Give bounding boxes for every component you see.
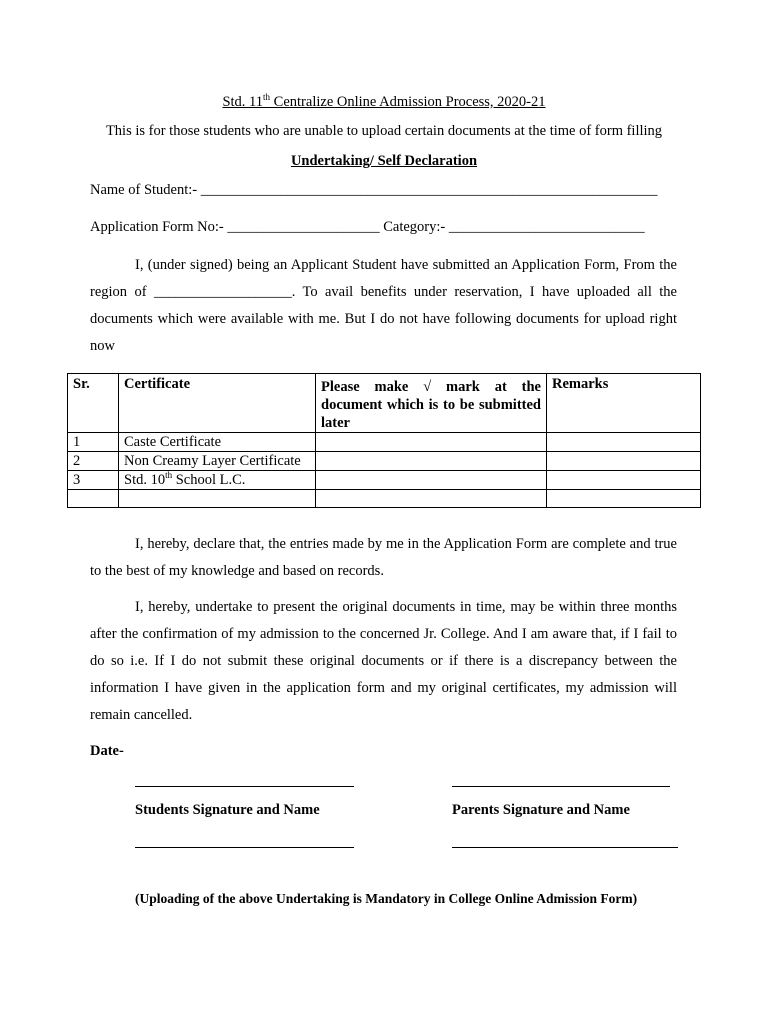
header-certificate: Certificate — [119, 374, 316, 433]
application-no-field — [90, 219, 645, 236]
header-mark-text: Please make √ mark at the document which is to be submitted later — [321, 379, 541, 431]
region-blank: ___________________ — [153, 284, 292, 300]
row-certificate — [119, 471, 316, 490]
para1-text-start: I, (under signed) being an Applicant Student have submitted an Application Form, From the region of — [90, 257, 677, 300]
row-sr: 1 — [68, 433, 119, 452]
student-name-blank: _______________________________________________________________ — [200, 182, 658, 198]
form-heading: Undertaking/ Self Declaration — [290, 153, 478, 169]
category-label: Category:- — [379, 219, 449, 235]
date-label: Date- — [90, 743, 124, 759]
row-certificate — [119, 490, 316, 508]
row-remarks-cell[interactable] — [547, 471, 701, 490]
student-signature-label: Students Signature and Name — [135, 802, 320, 818]
para1-text-end: . To avail benefits under reservation, I have uploaded all the documents which were available with me. But I do not have following documents for upload right now — [90, 284, 677, 354]
certificate-superscript: th — [165, 470, 173, 481]
title-text-start: Std. 11 — [222, 94, 264, 110]
student-name-line — [135, 847, 354, 848]
row-mark-cell[interactable] — [316, 490, 547, 508]
mandatory-note: (Uploading of the above Undertaking is Mandatory in College Online Admission Form) — [135, 891, 638, 906]
certificate-text: Non Creamy Layer Certificate — [124, 453, 301, 469]
certificate-text: Std. 10 — [124, 472, 166, 488]
header-mark — [316, 374, 547, 433]
row-certificate — [119, 452, 316, 471]
row-mark-cell[interactable] — [316, 471, 547, 490]
table-row — [68, 471, 701, 490]
parent-signature-label: Parents Signature and Name — [452, 802, 630, 818]
documents-table — [67, 373, 701, 508]
certificate-text-end: School L.C. — [172, 472, 246, 488]
table-row — [68, 433, 701, 452]
parent-signature-line — [452, 786, 670, 787]
title-superscript: th — [263, 92, 271, 103]
declaration-paragraph-2: I, hereby, declare that, the entries made by me in the Application Form are complete and true to the best of my knowledge and based on records. — [90, 536, 677, 579]
row-mark-cell[interactable] — [316, 452, 547, 471]
table-header-row — [68, 374, 701, 433]
row-remarks-cell[interactable] — [547, 433, 701, 452]
row-certificate — [119, 433, 316, 452]
row-sr: 3 — [68, 471, 119, 490]
header-remarks: Remarks — [547, 374, 701, 433]
student-name-label: Name of Student:- — [90, 182, 201, 198]
row-remarks-cell[interactable] — [547, 452, 701, 471]
certificate-text: Caste Certificate — [124, 434, 222, 450]
page-title — [0, 94, 768, 111]
application-no-blank: _____________________ — [227, 219, 380, 235]
page-subtitle: This is for those students who are unable to upload certain documents at the time of form filling — [105, 123, 663, 139]
header-sr: Sr. — [68, 374, 119, 433]
declaration-paragraph-1 — [90, 252, 677, 360]
parent-name-line — [452, 847, 678, 848]
row-mark-cell[interactable] — [316, 433, 547, 452]
row-sr: 2 — [68, 452, 119, 471]
row-remarks-cell[interactable] — [547, 490, 701, 508]
title-text-end: Centralize Online Admission Process, 2020-21 — [270, 94, 546, 110]
category-blank: ___________________________ — [448, 219, 645, 235]
application-no-label: Application Form No:- — [90, 219, 228, 235]
table-row — [68, 490, 701, 508]
student-signature-line — [135, 786, 354, 787]
undertaking-paragraph: I, hereby, undertake to present the original documents in time, may be within three months after the confirmation of my admission to the concerned Jr. College. And I am aware that, if I fail to do so i.e. If I do not submit these original documents or if there is a discrepancy between the information I have given in the application form and my original certificates, my admission will remain cancelled. — [90, 599, 677, 723]
table-row — [68, 452, 701, 471]
row-sr — [68, 490, 119, 508]
student-name-field — [90, 182, 658, 199]
